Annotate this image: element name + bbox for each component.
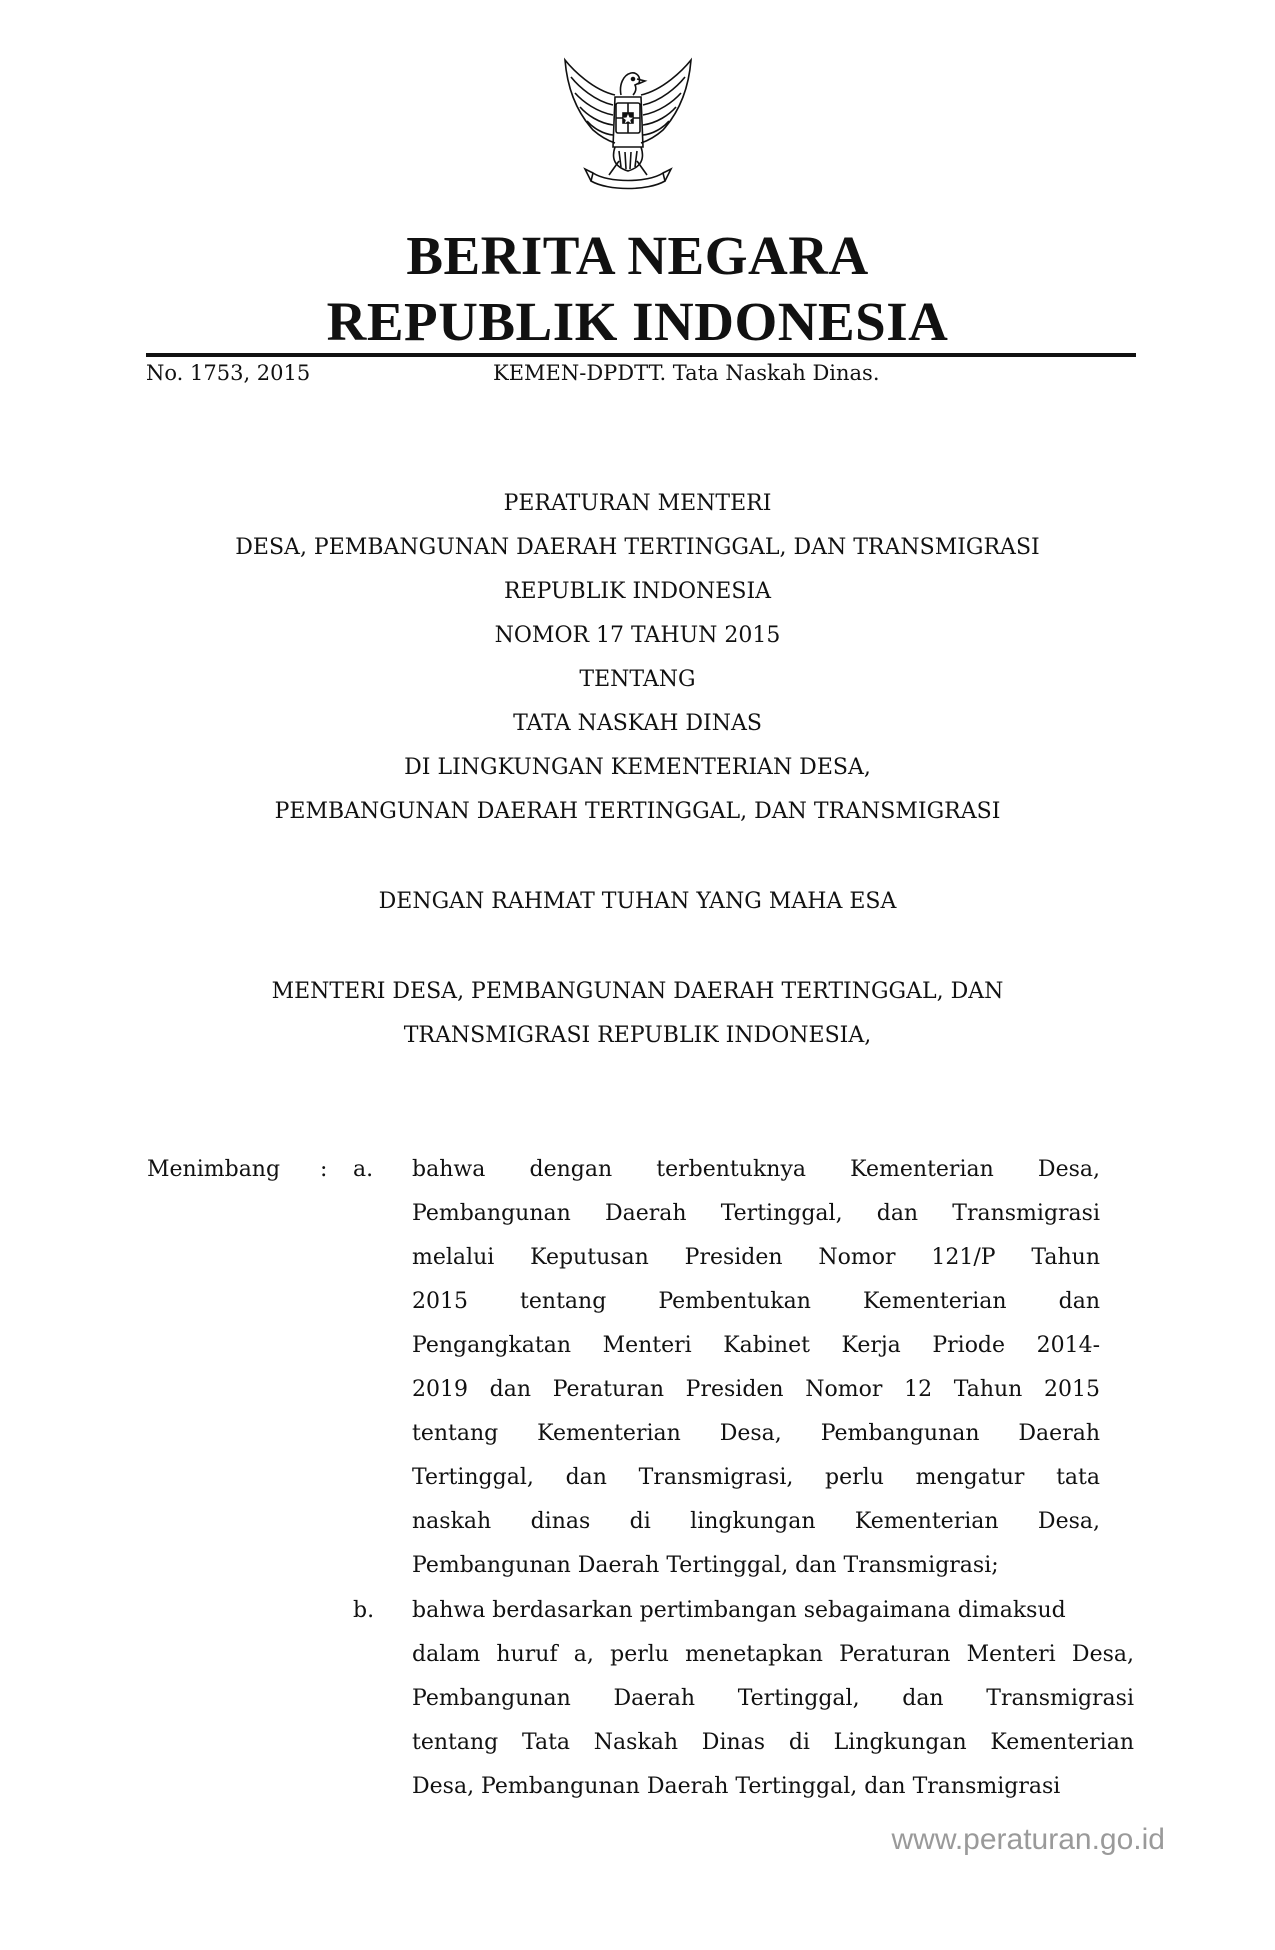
title-line: PEMBANGUNAN DAERAH TERTINGGAL, DAN TRANSMIGRASI (274, 799, 1001, 824)
paragraph-line: naskah dinas di lingkungan Kementerian Desa, (412, 1509, 1100, 1534)
paragraph-line: Pembangunan Daerah Tertinggal, dan Transmigrasi; (412, 1553, 999, 1578)
footer-url: www.peraturan.go.id (891, 1823, 1165, 1856)
paragraph-line: Pembangunan Daerah Tertinggal, dan Transmigrasi (412, 1686, 1134, 1711)
paragraph-line: tentang Kementerian Desa, Pembangunan Daerah (412, 1421, 1100, 1446)
masthead-divider (146, 353, 1136, 357)
paragraph-line: bahwa berdasarkan pertimbangan sebagaimana dimaksud (412, 1598, 1066, 1623)
masthead-title-line2: REPUBLIK INDONESIA (326, 291, 949, 352)
gazette-number: No. 1753, 2015 (146, 361, 311, 385)
title-line: NOMOR 17 TAHUN 2015 (494, 623, 781, 648)
paragraph-line: melalui Keputusan Presiden Nomor 121/P Tahun (412, 1245, 1100, 1270)
item-a-paragraph (412, 1148, 1100, 1588)
paragraph-line: Pembangunan Daerah Tertinggal, dan Transmigrasi (412, 1201, 1100, 1226)
paragraph-line: bahwa dengan terbentuknya Kementerian Desa, (412, 1157, 1100, 1182)
menimbang-colon: : (320, 1157, 328, 1182)
menimbang-label: Menimbang (147, 1157, 281, 1182)
regulation-title (140, 482, 1135, 834)
invocation-line: DENGAN RAHMAT TUHAN YANG MAHA ESA (378, 889, 897, 914)
title-line: TATA NASKAH DINAS (513, 711, 762, 736)
minister-heading (140, 970, 1135, 1058)
masthead-title-line1: BERITA NEGARA (406, 225, 869, 286)
title-line: DESA, PEMBANGUNAN DAERAH TERTINGGAL, DAN TRANSMIGRASI (235, 535, 1040, 560)
paragraph-line: dalam huruf a, perlu menetapkan Peraturan Menteri Desa, (412, 1642, 1134, 1667)
item-b-paragraph (412, 1589, 1134, 1809)
paragraph-line: 2019 dan Peraturan Presiden Nomor 12 Tahun 2015 (412, 1377, 1100, 1402)
paragraph-line: Tertinggal, dan Transmigrasi, perlu mengatur tata (412, 1465, 1100, 1490)
title-line: TENTANG (579, 667, 696, 692)
item-b-marker: b. (353, 1598, 375, 1623)
invocation (140, 880, 1135, 924)
paragraph-line: Desa, Pembangunan Daerah Tertinggal, dan Transmigrasi (412, 1774, 1061, 1799)
minister-line: MENTERI DESA, PEMBANGUNAN DAERAH TERTINGGAL, DAN (271, 979, 1004, 1004)
gazette-topic: KEMEN-DPDTT. Tata Naskah Dinas. (493, 361, 880, 385)
garuda-emblem-icon (553, 55, 703, 205)
paragraph-line: tentang Tata Naskah Dinas di Lingkungan Kementerian (412, 1730, 1134, 1755)
item-a-marker: a. (353, 1157, 374, 1182)
title-line: PERATURAN MENTERI (503, 491, 772, 516)
paragraph-line: 2015 tentang Pembentukan Kementerian dan (412, 1289, 1100, 1314)
minister-line: TRANSMIGRASI REPUBLIK INDONESIA, (403, 1023, 872, 1048)
title-line: DI LINGKUNGAN KEMENTERIAN DESA, (404, 755, 871, 780)
paragraph-line: Pengangkatan Menteri Kabinet Kerja Priode 2014- (412, 1333, 1100, 1358)
title-line: REPUBLIK INDONESIA (503, 579, 772, 604)
